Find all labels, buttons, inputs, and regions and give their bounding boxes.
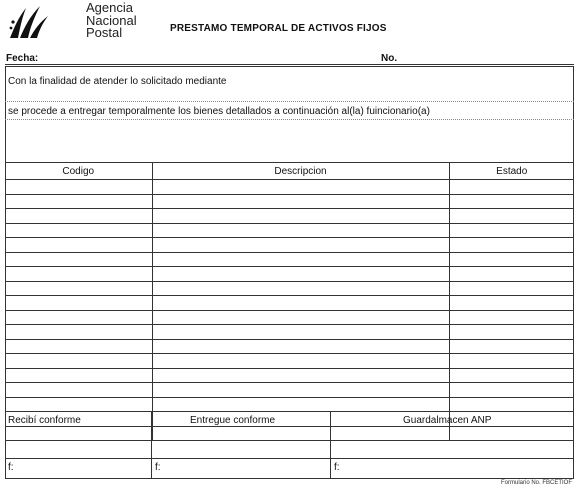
cell-estado[interactable]: [449, 339, 574, 354]
column-header-codigo: Codigo: [5, 163, 152, 180]
org-name-line: Agencia: [86, 0, 133, 15]
table-row: [5, 310, 574, 325]
table-row: [5, 281, 574, 296]
column-header-estado: Estado: [449, 163, 574, 180]
cell-descripcion[interactable]: [152, 194, 449, 209]
anp-logo-icon: [6, 4, 50, 40]
cell-descripcion[interactable]: [152, 267, 449, 282]
signature-delivered[interactable]: [152, 411, 331, 479]
table-row: [5, 209, 574, 224]
fecha-label: Fecha:: [6, 53, 39, 64]
cell-estado[interactable]: [449, 194, 574, 209]
cell-estado[interactable]: [449, 310, 574, 325]
cell-codigo[interactable]: [5, 296, 152, 311]
cell-estado[interactable]: [449, 354, 574, 369]
signature-f-label: f:: [155, 462, 161, 473]
cell-descripcion[interactable]: [152, 238, 449, 253]
organization-name: [86, 2, 137, 40]
cell-estado[interactable]: [449, 397, 574, 412]
signature-delivered-label: Entregue conforme: [190, 415, 276, 426]
cell-estado[interactable]: [449, 252, 574, 267]
cell-codigo[interactable]: [5, 281, 152, 296]
table-row: [5, 223, 574, 238]
signature-f-label: f:: [334, 462, 340, 473]
cell-codigo[interactable]: [5, 223, 152, 238]
table-row: [5, 296, 574, 311]
cell-codigo[interactable]: [5, 310, 152, 325]
cell-descripcion[interactable]: [152, 252, 449, 267]
cell-descripcion[interactable]: [152, 209, 449, 224]
cell-descripcion[interactable]: [152, 383, 449, 398]
cell-descripcion[interactable]: [152, 397, 449, 412]
signature-received-label: Recibí conforme: [8, 415, 81, 426]
table-row: [5, 252, 574, 267]
table-row: [5, 397, 574, 412]
header-rule: [5, 64, 574, 65]
signature-warehouse[interactable]: [331, 411, 574, 479]
table-row: [5, 368, 574, 383]
cell-codigo[interactable]: [5, 354, 152, 369]
form-number: Formulario No. FBCETIOF: [500, 480, 572, 486]
delivery-text: se procede a entregar temporalmente los bienes detallados a continuación al(la) fuincionario(a): [8, 106, 430, 117]
signature-received[interactable]: [5, 411, 152, 479]
cell-descripcion[interactable]: [152, 354, 449, 369]
table-row: [5, 267, 574, 282]
cell-descripcion[interactable]: [152, 368, 449, 383]
cell-estado[interactable]: [449, 238, 574, 253]
table-row: [5, 194, 574, 209]
cell-estado[interactable]: [449, 223, 574, 238]
cell-descripcion[interactable]: [152, 325, 449, 340]
cell-codigo[interactable]: [5, 339, 152, 354]
assets-table: [5, 162, 574, 441]
cell-codigo[interactable]: [5, 209, 152, 224]
table-row: [5, 354, 574, 369]
cell-codigo[interactable]: [5, 383, 152, 398]
cell-descripcion[interactable]: [152, 223, 449, 238]
cell-estado[interactable]: [449, 267, 574, 282]
cell-descripcion[interactable]: [152, 180, 449, 195]
cell-estado[interactable]: [449, 296, 574, 311]
org-name-line: Postal: [86, 25, 123, 40]
purpose-text: Con la finalidad de atender lo solicitado mediante: [8, 76, 227, 87]
cell-estado[interactable]: [449, 209, 574, 224]
signature-area: [5, 411, 574, 479]
cell-codigo[interactable]: [5, 194, 152, 209]
cell-descripcion[interactable]: [152, 310, 449, 325]
signature-warehouse-label: Guardalmacen ANP: [403, 415, 492, 426]
cell-descripcion[interactable]: [152, 339, 449, 354]
cell-estado[interactable]: [449, 383, 574, 398]
cell-estado[interactable]: [449, 325, 574, 340]
cell-codigo[interactable]: [5, 325, 152, 340]
org-name-line: Nacional: [86, 12, 137, 28]
cell-estado[interactable]: [449, 281, 574, 296]
cell-estado[interactable]: [449, 180, 574, 195]
table-row: [5, 325, 574, 340]
cell-codigo[interactable]: [5, 180, 152, 195]
table-row: [5, 238, 574, 253]
table-row: [5, 339, 574, 354]
cell-codigo[interactable]: [5, 267, 152, 282]
table-row: [5, 180, 574, 195]
column-header-descripcion: Descripcion: [152, 163, 449, 180]
cell-estado[interactable]: [449, 368, 574, 383]
table-row: [5, 383, 574, 398]
dotted-separator: [5, 101, 574, 102]
cell-codigo[interactable]: [5, 238, 152, 253]
number-label: No.: [381, 53, 398, 64]
cell-descripcion[interactable]: [152, 281, 449, 296]
table-header-row: [5, 163, 574, 180]
signature-divider: [5, 458, 574, 459]
signature-f-label: f:: [8, 462, 14, 473]
dotted-separator: [5, 119, 574, 120]
cell-codigo[interactable]: [5, 368, 152, 383]
cell-codigo[interactable]: [5, 252, 152, 267]
form-title: PRESTAMO TEMPORAL DE ACTIVOS FIJOS: [170, 23, 387, 34]
cell-descripcion[interactable]: [152, 296, 449, 311]
cell-codigo[interactable]: [5, 397, 152, 412]
